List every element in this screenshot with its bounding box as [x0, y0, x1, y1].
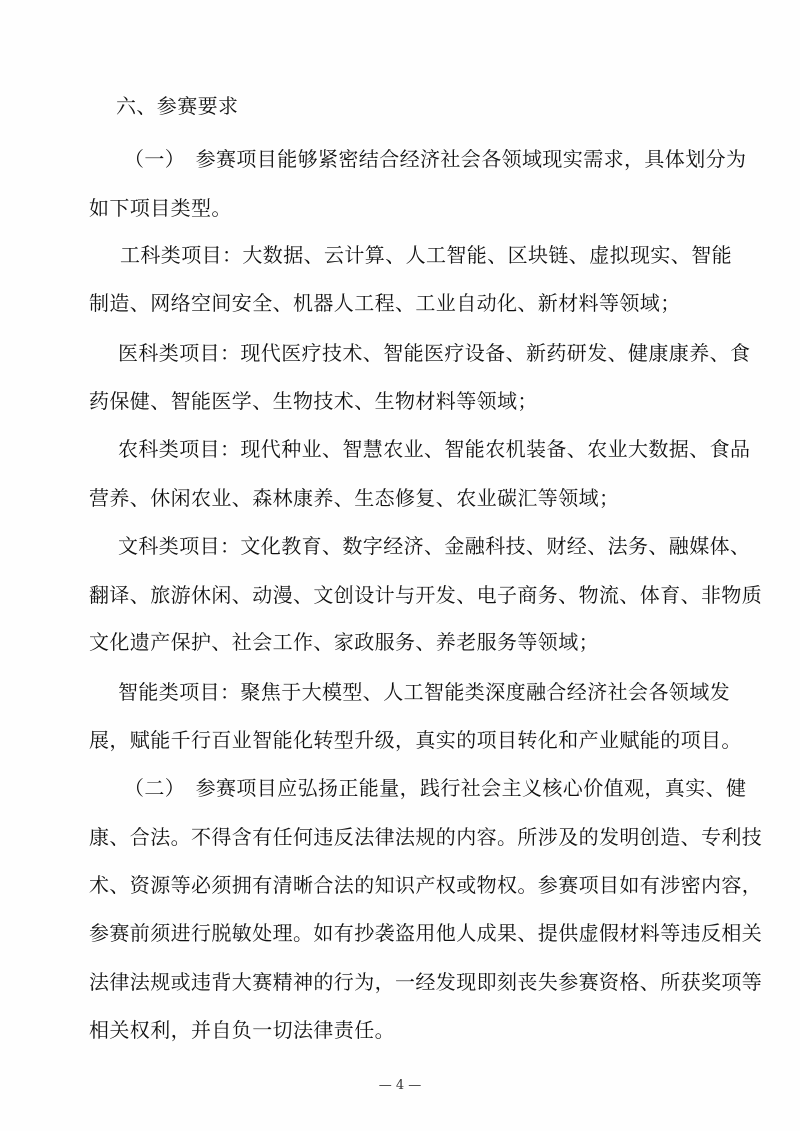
- medical-line-2: 药保健、智能医学、生物技术、生物材料等领域；: [89, 389, 538, 413]
- section-heading: 六、参赛要求: [116, 94, 239, 118]
- para2-line-1: （二） 参赛项目应弘扬正能量，践行社会主义核心价值观，真实、健: [124, 776, 747, 800]
- para2-line-4: 参赛前须进行脱敏处理。如有抄袭盗用他人成果、提供虚假材料等违反相关: [89, 921, 763, 945]
- para2-line-5: 法律法规或违背大赛精神的行为，一经发现即刻丧失参赛资格、所获奖项等: [89, 970, 763, 994]
- agriculture-line-1: 农科类项目：现代种业、智慧农业、智能农机装备、农业大数据、食品: [118, 437, 751, 461]
- agriculture-line-2: 营养、休闲农业、森林康养、生态修复、农业碳汇等领域；: [89, 486, 620, 510]
- intelligence-line-2: 展，赋能千行百业智能化转型升级，真实的项目转化和产业赋能的项目。: [89, 728, 742, 752]
- engineering-line-2: 制造、网络空间安全、机器人工程、工业自动化、新材料等领域；: [89, 291, 681, 315]
- para2-line-6: 相关权利，并自负一切法律责任。: [89, 1018, 395, 1042]
- liberal-arts-line-3: 文化遗产保护、社会工作、家政服务、养老服务等领域；: [89, 630, 599, 654]
- liberal-arts-line-2: 翻译、旅游休闲、动漫、文创设计与开发、电子商务、物流、体育、非物质: [89, 583, 763, 607]
- page-number: — 4 —: [378, 1078, 422, 1093]
- para1-line-2: 如下项目类型。: [89, 196, 232, 220]
- medical-line-1: 医科类项目：现代医疗技术、智能医疗设备、新药研发、健康康养、食: [118, 341, 751, 365]
- engineering-line-1: 工科类项目：大数据、云计算、人工智能、区块链、虚拟现实、智能: [120, 243, 732, 267]
- para2-line-2: 康、合法。不得含有任何违反法律法规的内容。所涉及的发明创造、专利技: [89, 825, 763, 849]
- para1-line-1: （一） 参赛项目能够紧密结合经济社会各领域现实需求，具体划分为: [124, 147, 747, 171]
- liberal-arts-line-1: 文科类项目：文化教育、数字经济、金融科技、财经、法务、融媒体、: [118, 534, 751, 558]
- intelligence-line-1: 智能类项目：聚焦于大模型、人工智能类深度融合经济社会各领域发: [118, 680, 730, 704]
- para2-line-3: 术、资源等必须拥有清晰合法的知识产权或物权。参赛项目如有涉密内容，: [89, 873, 763, 897]
